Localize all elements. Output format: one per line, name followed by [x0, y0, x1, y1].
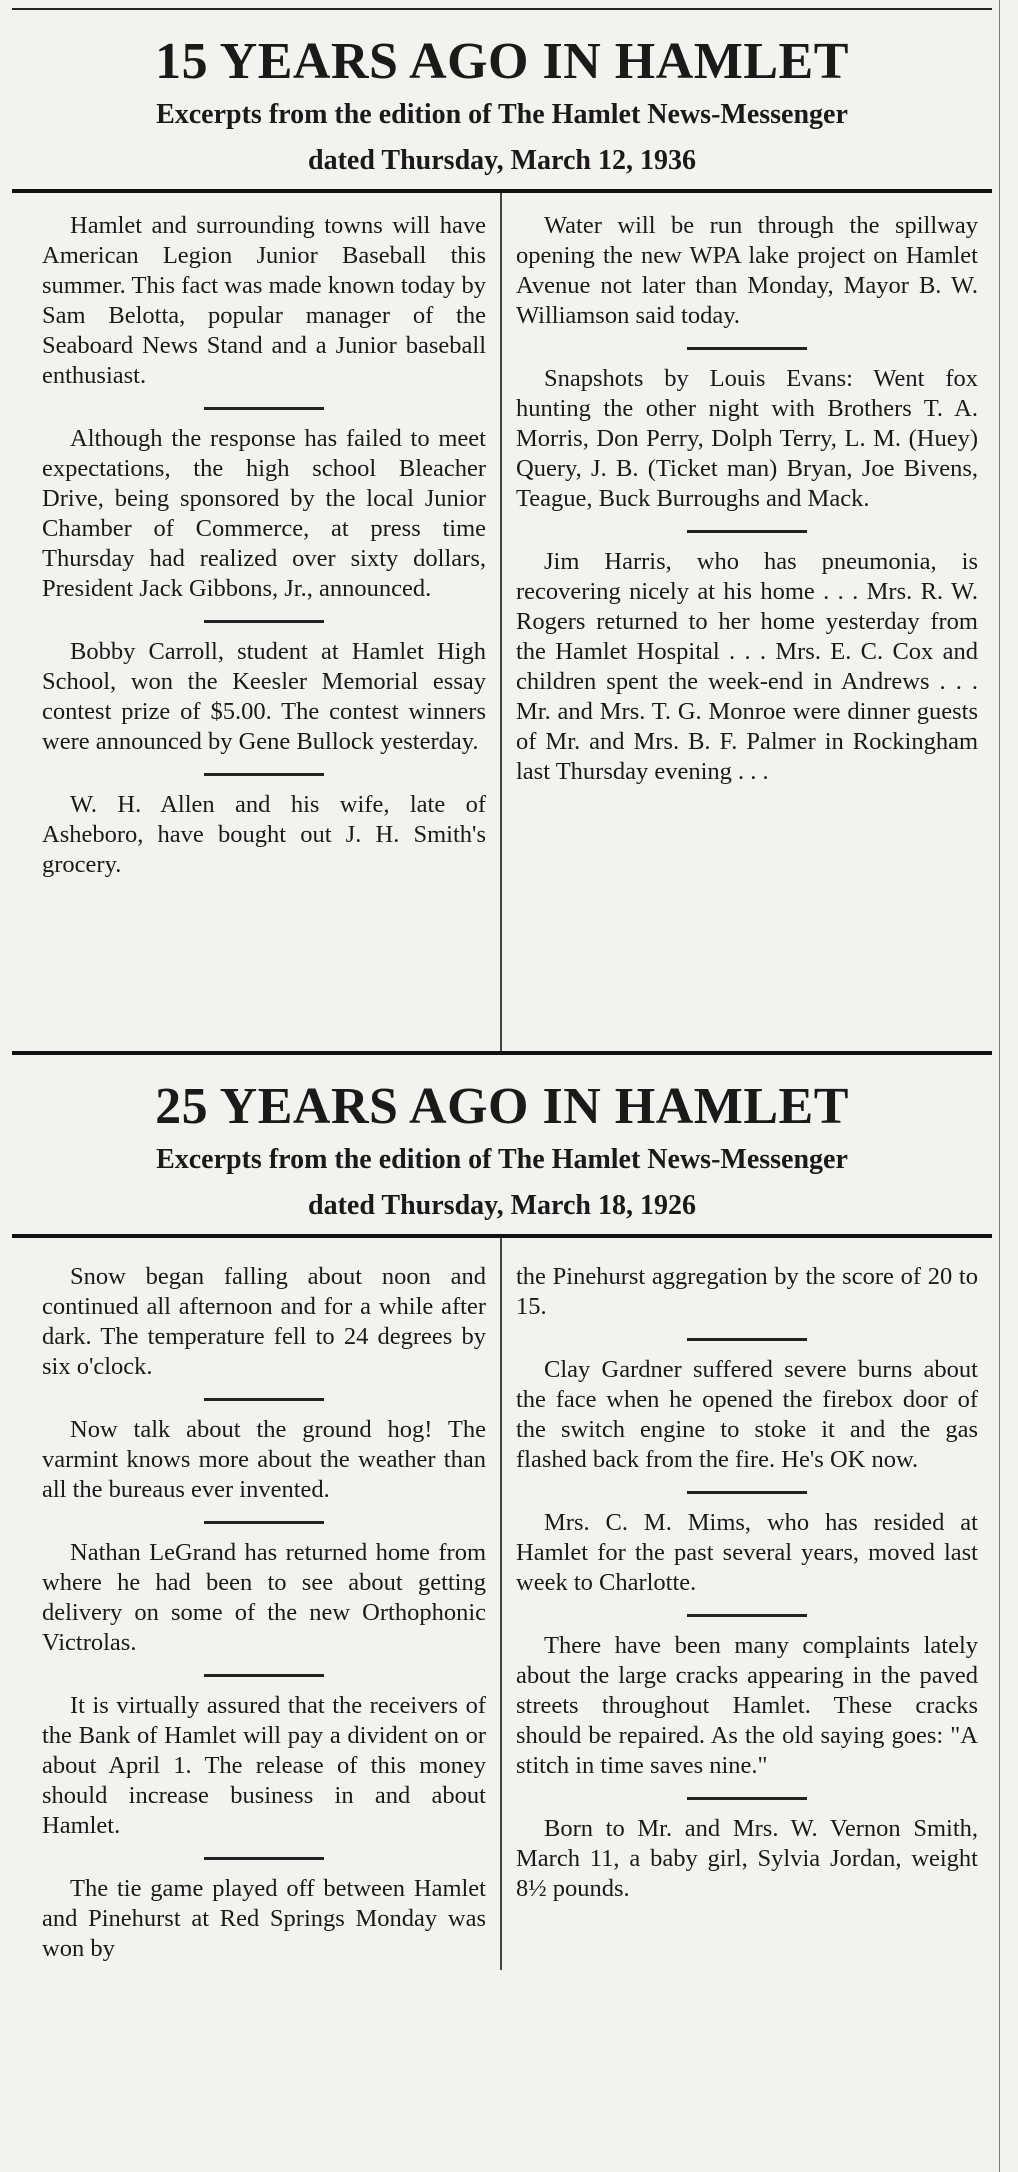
section2-subtitle: Excerpts from the edition of The Hamlet News-Messenger	[156, 1144, 848, 1176]
article-paragraph: The tie game played off between Hamlet and Pinehurst at Red Springs Monday was won by	[42, 1875, 486, 1963]
newspaper-clipping	[12, 0, 992, 2172]
item-divider	[687, 1797, 807, 1800]
article-paragraph: It is virtually assured that the receivers of the Bank of Hamlet will pay a divident on or about April 1. The release of this money should increase business in and about Hamlet.	[42, 1692, 486, 1840]
section2-header	[12, 1078, 992, 1222]
article-paragraph: Mrs. C. M. Mims, who has resided at Hamlet for the past several years, moved last week to Charlotte.	[516, 1509, 978, 1597]
item-divider	[204, 1674, 324, 1677]
section1-title: 15 YEARS AGO IN HAMLET	[155, 33, 849, 90]
adjacent-column-edge	[999, 0, 1018, 2172]
section1-header	[12, 33, 992, 177]
article-paragraph: Bobby Carroll, student at Hamlet High School, won the Keesler Memorial essay contest prize of $5.00. The contest winners were announced by Gene Bullock yesterday.	[42, 638, 486, 756]
item-divider	[204, 407, 324, 410]
item-divider	[204, 1857, 324, 1860]
section1-subtitle: Excerpts from the edition of The Hamlet News-Messenger	[156, 99, 848, 130]
article-paragraph: Hamlet and surrounding towns will have American Legion Junior Baseball this summer. This fact was made known today by Sam Belotta, popular manager of the Seaboard News Stand and a Junior baseball enthusiast.	[42, 212, 486, 390]
section1-date: dated Thursday, March 12, 1936	[308, 144, 696, 176]
top-rule	[12, 8, 992, 10]
item-divider	[204, 773, 324, 776]
article-paragraph: the Pinehurst aggregation by the score of 20 to 15.	[516, 1263, 978, 1321]
article-paragraph: Jim Harris, who has pneumonia, is recovering nicely at his home . . . Mrs. R. W. Rogers returned to her home yesterday from the Hamlet Hospital . . . Mrs. E. C. Cox and children spent the week-end in Andrews . . . Mr. and Mrs. T. G. Monroe were dinner guests of Mr. and Mrs. B. F. Palmer in Rockingham last Thursday evening . . .	[516, 548, 978, 786]
article-paragraph: Water will be run through the spillway opening the new WPA lake project on Hamlet Avenue not later than Monday, Mayor B. W. Williamson said today.	[516, 212, 978, 330]
section1-right-column	[502, 193, 992, 1051]
item-divider	[204, 620, 324, 623]
section2-title: 25 YEARS AGO IN HAMLET	[155, 1078, 849, 1136]
article-paragraph: There have been many complaints lately about the large cracks appearing in the paved streets throughout Hamlet. These cracks should be repaired. As the old saying goes: "A stitch in time saves nine."	[516, 1632, 978, 1780]
item-divider	[687, 1614, 807, 1617]
article-paragraph: Snow began falling about noon and continued all afternoon and for a while after dark. The temperature fell to 24 degrees by six o'clock.	[42, 1263, 486, 1381]
section2-date: dated Thursday, March 18, 1926	[308, 1189, 696, 1221]
article-paragraph: W. H. Allen and his wife, late of Asheboro, have bought out J. H. Smith's grocery.	[42, 791, 486, 879]
item-divider	[687, 530, 807, 533]
article-paragraph: Although the response has failed to meet expectations, the high school Bleacher Drive, being sponsored by the local Junior Chamber of Commerce, at press time Thursday had realized over sixty dollars, President Jack Gibbons, Jr., announced.	[42, 425, 486, 603]
article-paragraph: Snapshots by Louis Evans: Went fox hunting the other night with Brothers T. A. Morris, Don Perry, Dolph Terry, L. M. (Huey) Query, J. B. (Ticket man) Bryan, Joe Bivens, Teague, Buck Burroughs and Mack.	[516, 365, 978, 513]
section2-columns	[12, 1238, 992, 1970]
section2-right-column	[502, 1238, 992, 1970]
item-divider	[687, 1491, 807, 1494]
section1-columns	[12, 193, 992, 1051]
article-paragraph: Born to Mr. and Mrs. W. Vernon Smith, March 11, a baby girl, Sylvia Jordan, weight 8½ pounds.	[516, 1815, 978, 1903]
section1-left-column	[12, 193, 502, 1051]
section2-left-column	[12, 1238, 502, 1970]
item-divider	[687, 347, 807, 350]
article-paragraph: Nathan LeGrand has returned home from where he had been to see about getting delivery on some of the new Orthophonic Victrolas.	[42, 1539, 486, 1657]
article-paragraph: Clay Gardner suffered severe burns about the face when he opened the firebox door of the switch engine to stoke it and the gas flashed back from the fire. He's OK now.	[516, 1356, 978, 1474]
section-separator-rule	[12, 1051, 992, 1055]
item-divider	[204, 1398, 324, 1401]
item-divider	[204, 1521, 324, 1524]
item-divider	[687, 1338, 807, 1341]
article-paragraph: Now talk about the ground hog! The varmint knows more about the weather than all the bureaus ever invented.	[42, 1416, 486, 1504]
